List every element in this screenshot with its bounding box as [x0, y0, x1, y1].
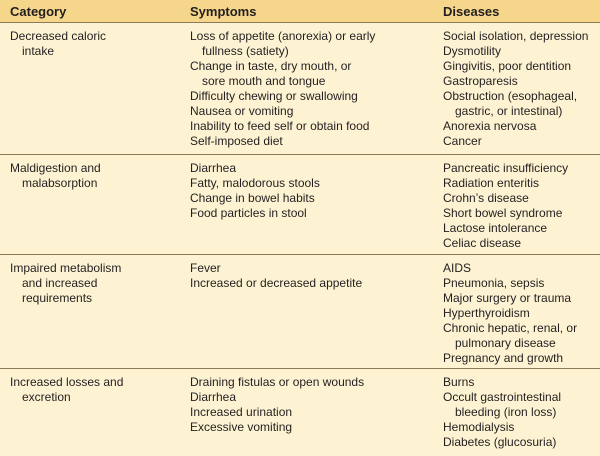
diseases-line: Lactose intolerance — [443, 221, 548, 235]
symptoms-line: Self-imposed diet — [190, 134, 283, 148]
diseases-line: Pancreatic insufficiency — [443, 161, 569, 175]
symptoms-line: fullness (satiety) — [202, 44, 289, 58]
symptoms-line: Change in bowel habits — [190, 191, 315, 205]
diseases-line: Anorexia nervosa — [443, 119, 537, 133]
symptoms-line: Nausea or vomiting — [190, 104, 294, 118]
diseases-line: Pregnancy and growth — [443, 351, 564, 365]
diseases-line: Social isolation, depression — [443, 29, 589, 43]
diseases-line: Short bowel syndrome — [443, 206, 563, 220]
symptoms-line: sore mouth and tongue — [202, 74, 326, 88]
category-line: and increased — [22, 276, 98, 290]
table-header — [0, 0, 600, 22]
category-cell — [10, 161, 175, 191]
category-cell — [10, 29, 175, 59]
header-symptoms: Symptoms — [190, 4, 257, 19]
symptoms-line: Food particles in stool — [190, 206, 307, 220]
diseases-cell — [443, 375, 598, 450]
symptoms-cell — [190, 29, 430, 149]
diseases-line: Diabetes (glucosuria) — [443, 435, 557, 449]
category-line: Maldigestion and — [10, 161, 101, 175]
symptoms-line: Fever — [190, 261, 221, 275]
symptoms-cell — [190, 161, 430, 221]
symptoms-line: Inability to feed self or obtain food — [190, 119, 370, 133]
category-line: intake — [22, 44, 55, 58]
diseases-line: Hyperthyroidism — [443, 306, 530, 320]
symptoms-line: Change in taste, dry mouth, or — [190, 59, 352, 73]
diseases-line: Burns — [443, 375, 475, 389]
diseases-line: AIDS — [443, 261, 472, 275]
diseases-line: Gastroparesis — [443, 74, 518, 88]
table-row — [0, 368, 600, 456]
diseases-line: Crohn’s disease — [443, 191, 529, 205]
header-category: Category — [10, 4, 67, 19]
symptoms-line: Increased urination — [190, 405, 293, 419]
diseases-cell — [443, 161, 598, 251]
symptoms-line: Increased or decreased appetite — [190, 276, 363, 290]
diseases-cell — [443, 261, 598, 366]
diseases-line: Pneumonia, sepsis — [443, 276, 545, 290]
category-line: Impaired metabolism — [10, 261, 122, 275]
category-cell — [10, 261, 175, 306]
symptoms-line: Fatty, malodorous stools — [190, 176, 320, 190]
symptoms-line: Draining fistulas or open wounds — [190, 375, 365, 389]
symptoms-cell — [190, 375, 430, 435]
diseases-line: Obstruction (esophageal, — [443, 89, 578, 103]
symptoms-line: Diarrhea — [190, 161, 237, 175]
category-line: Increased losses and — [10, 375, 124, 389]
symptoms-line: Difficulty chewing or swallowing — [190, 89, 358, 103]
row-divider — [0, 154, 600, 155]
symptoms-line: Diarrhea — [190, 390, 237, 404]
diseases-line: Cancer — [443, 134, 482, 148]
diseases-line: Hemodialysis — [443, 420, 515, 434]
row-divider — [0, 254, 600, 255]
diseases-line: Gingivitis, poor dentition — [443, 59, 572, 73]
diseases-line: Dysmotility — [443, 44, 502, 58]
diseases-line: bleeding (iron loss) — [455, 405, 557, 419]
diseases-line: Celiac disease — [443, 236, 522, 250]
symptoms-cell — [190, 261, 430, 291]
symptoms-line: Loss of appetite (anorexia) or early — [190, 29, 376, 43]
table-row — [0, 254, 600, 368]
category-cell — [10, 375, 175, 405]
row-divider — [0, 22, 600, 23]
row-divider — [0, 368, 600, 369]
diseases-line: pulmonary disease — [455, 336, 556, 350]
diseases-cell — [443, 29, 598, 149]
category-line: requirements — [22, 291, 93, 305]
category-line: excretion — [22, 390, 71, 404]
category-line: malabsorption — [22, 176, 98, 190]
table-row — [0, 154, 600, 254]
diseases-line: Chronic hepatic, renal, or — [443, 321, 578, 335]
table-row — [0, 22, 600, 154]
header-diseases: Diseases — [443, 4, 500, 19]
diseases-line: gastric, or intestinal) — [455, 104, 563, 118]
diseases-line: Occult gastrointestinal — [443, 390, 562, 404]
symptoms-line: Excessive vomiting — [190, 420, 293, 434]
category-line: Decreased caloric — [10, 29, 107, 43]
diseases-line: Major surgery or trauma — [443, 291, 572, 305]
diseases-line: Radiation enteritis — [443, 176, 540, 190]
